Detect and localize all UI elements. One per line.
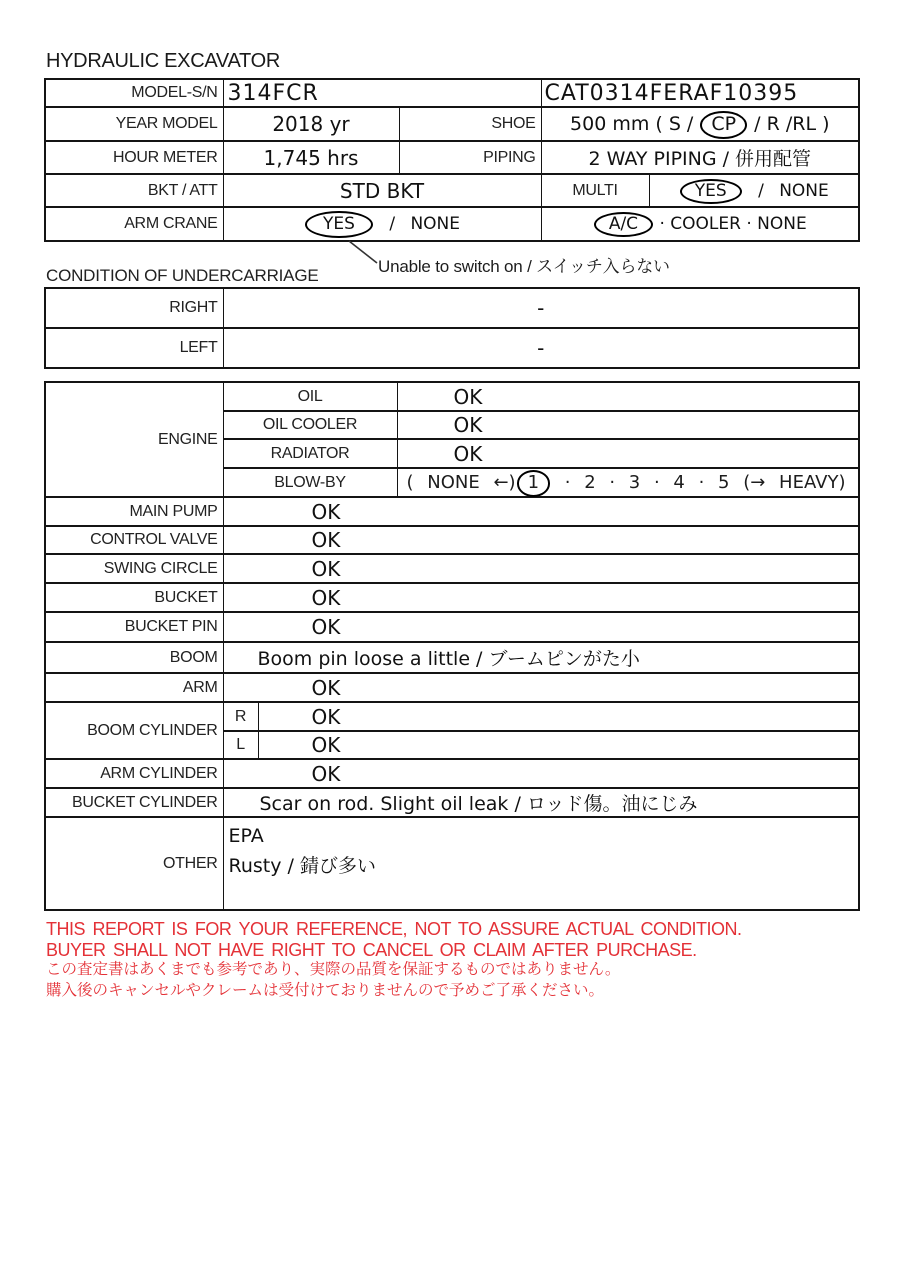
bucket-cylinder-value: Scar on rod. Slight oil leak / ロッド傷。油にじみ — [223, 788, 859, 817]
bucket-pin-value: OK — [223, 612, 859, 642]
arm-value: OK — [223, 673, 859, 702]
row-bucket-pin — [45, 612, 859, 642]
bkt-att-value: STD BKT — [223, 174, 541, 207]
other-line-epa: EPA — [228, 825, 264, 847]
note-leader-line — [346, 239, 380, 265]
engine-oil-label: OIL — [223, 382, 397, 411]
bucket-value: OK — [223, 583, 859, 612]
bucket-label: BUCKET — [45, 583, 223, 612]
arm-label: ARM — [45, 673, 223, 702]
row-swing-circle — [45, 554, 859, 583]
ac-circle-annotation: A/C — [594, 212, 653, 237]
multi-value — [649, 174, 859, 207]
row-bucket-cylinder — [45, 788, 859, 817]
ac-value-post: · COOLER · NONE — [659, 214, 807, 234]
disclaimer — [46, 919, 741, 1001]
right-label: RIGHT — [45, 288, 223, 328]
boom-cylinder-r-label: R — [223, 702, 258, 731]
spec-row-armcrane-ac — [45, 207, 859, 241]
shoe-cp-circle-annotation: CP — [700, 111, 747, 139]
blowby-1-circle-annotation: 1 — [517, 470, 550, 497]
blowby-post: (→ HEAVY) — [743, 472, 846, 493]
row-control-valve — [45, 526, 859, 554]
piping-value: 2 WAY PIPING / 併用配管 — [541, 141, 859, 174]
swing-circle-value: OK — [223, 554, 859, 583]
arm-crane-value-post: / NONE — [389, 213, 461, 234]
row-arm-cylinder — [45, 759, 859, 788]
hour-meter-value: 1,745 hrs — [223, 141, 399, 174]
shoe-value-post: / R /RL ) — [754, 113, 830, 135]
arm-crane-yes-circle-annotation: YES — [305, 211, 373, 238]
boom-cylinder-l-value: OK — [258, 731, 859, 759]
undercarriage-table — [44, 287, 860, 369]
row-main-pump — [45, 497, 859, 526]
engine-label: ENGINE — [45, 382, 223, 497]
main-pump-label: MAIN PUMP — [45, 497, 223, 526]
bkt-att-label: BKT / ATT — [45, 174, 223, 207]
multi-value-post: / NONE — [758, 180, 829, 201]
serial-value: CAT0314FERAF10395 — [541, 79, 859, 107]
model-sn-label: MODEL-S/N — [45, 79, 223, 107]
bucket-cylinder-label: BUCKET CYLINDER — [45, 788, 223, 817]
arm-crane-label: ARM CRANE — [45, 207, 223, 241]
row-other — [45, 817, 859, 910]
row-bucket — [45, 583, 859, 612]
spec-row-bkt-multi — [45, 174, 859, 207]
disclaimer-line-4: 購入後のキャンセルやクレームは受付けておりませんので予めご了承ください。 — [46, 981, 605, 999]
model-value: 314FCR — [223, 79, 541, 107]
blowby-scale — [397, 468, 859, 497]
row-arm — [45, 673, 859, 702]
engine-radiator-label: RADIATOR — [223, 439, 397, 468]
engine-oil-cooler-value: OK — [397, 411, 859, 439]
row-boom-cylinder-r — [45, 702, 859, 731]
disclaimer-line-2: BUYER SHALL NOT HAVE RIGHT TO CANCEL OR CLAIM AFTER PURCHASE. — [46, 939, 697, 960]
year-model-label: YEAR MODEL — [45, 107, 223, 141]
engine-oil-cooler-label: OIL COOLER — [223, 411, 397, 439]
boom-cylinder-l-label: L — [223, 731, 258, 759]
multi-yes-circle-annotation: YES — [680, 179, 742, 204]
arm-cylinder-label: ARM CYLINDER — [45, 759, 223, 788]
other-label: OTHER — [45, 817, 223, 910]
year-model-value: 2018 yr — [223, 107, 399, 141]
spec-table — [44, 78, 860, 242]
left-label: LEFT — [45, 328, 223, 368]
ac-cooler-value — [541, 207, 859, 241]
engine-row-oil — [45, 382, 859, 411]
row-boom — [45, 642, 859, 673]
engine-radiator-value: OK — [397, 439, 859, 468]
control-valve-value: OK — [223, 526, 859, 554]
shoe-value — [541, 107, 859, 141]
bucket-pin-label: BUCKET PIN — [45, 612, 223, 642]
undercarriage-heading: CONDITION OF UNDERCARRIAGE — [46, 266, 319, 285]
undercarriage-row-right — [45, 288, 859, 328]
shoe-label: SHOE — [399, 107, 541, 141]
shoe-value-pre: 500 mm ( S / — [570, 113, 694, 135]
disclaimer-line-3: この査定書はあくまでも参考であり、実際の品質を保証するものではありません。 — [46, 961, 621, 979]
arm-cylinder-value: OK — [223, 759, 859, 788]
boom-cylinder-r-value: OK — [258, 702, 859, 731]
piping-label: PIPING — [399, 141, 541, 174]
boom-value: Boom pin loose a little / ブームピンがた小 — [223, 642, 859, 673]
arm-crane-note: Unable to switch on / スイッチ入らない — [378, 257, 670, 276]
page-title: HYDRAULIC EXCAVATOR — [46, 50, 280, 72]
blowby-pre: ( NONE ←) — [406, 472, 516, 493]
undercarriage-row-left — [45, 328, 859, 368]
inspection-table — [44, 381, 860, 911]
hour-meter-label: HOUR METER — [45, 141, 223, 174]
other-value — [224, 818, 859, 881]
blowby-label: BLOW-BY — [223, 468, 397, 497]
arm-crane-value — [223, 207, 541, 241]
swing-circle-label: SWING CIRCLE — [45, 554, 223, 583]
right-value: - — [223, 288, 859, 328]
boom-label: BOOM — [45, 642, 223, 673]
spec-row-model — [45, 79, 859, 107]
boom-cylinder-label: BOOM CYLINDER — [45, 702, 223, 759]
multi-label: MULTI — [541, 174, 649, 207]
spec-row-hour-piping — [45, 141, 859, 174]
disclaimer-line-1: THIS REPORT IS FOR YOUR REFERENCE, NOT TO ASSURE ACTUAL CONDITION. — [46, 919, 742, 939]
control-valve-label: CONTROL VALVE — [45, 526, 223, 554]
left-value: - — [223, 328, 859, 368]
main-pump-value: OK — [223, 497, 859, 526]
spec-row-year-shoe — [45, 107, 859, 141]
other-line-rusty: Rusty / 錆び多い — [228, 855, 376, 877]
blowby-mid: · 2 · 3 · 4 · 5 — [564, 472, 730, 493]
engine-oil-value: OK — [397, 382, 859, 411]
